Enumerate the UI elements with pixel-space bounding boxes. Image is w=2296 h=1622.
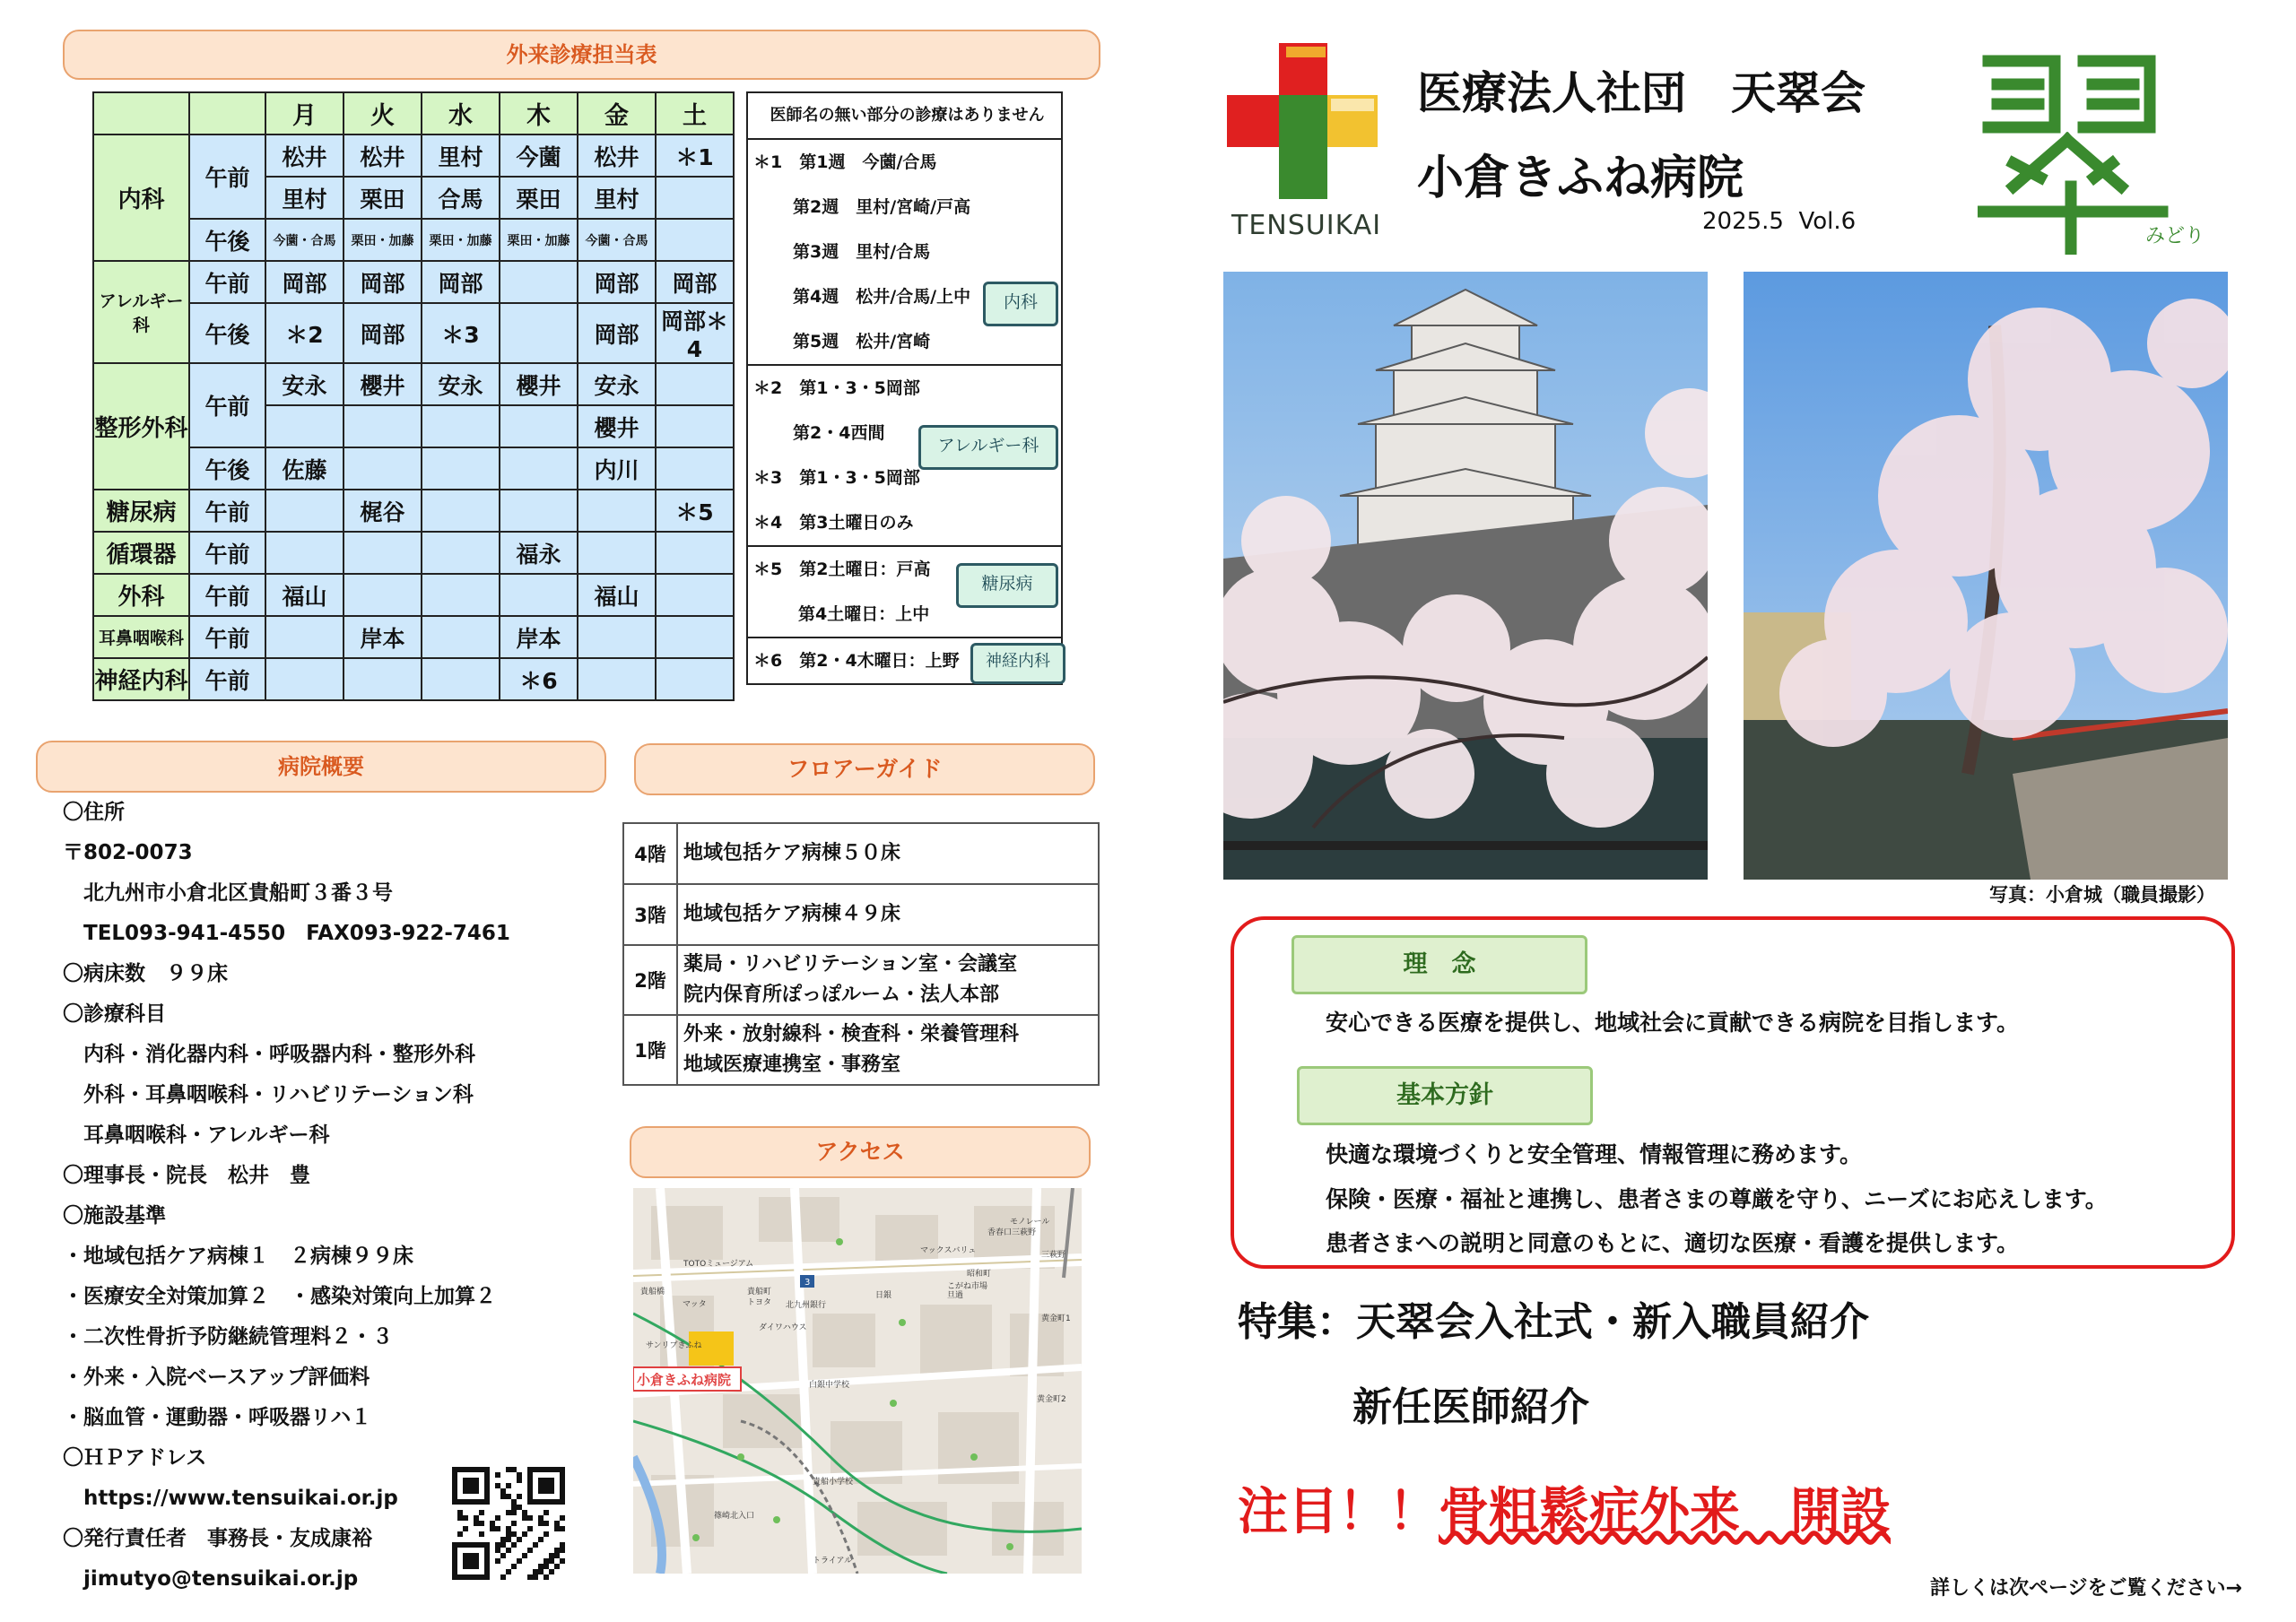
schedule-cell: 岡部 (344, 261, 422, 303)
feature-line-2: 新任医師紹介 (1352, 1384, 1589, 1430)
schedule-cell: 岡部 (578, 303, 656, 363)
schedule-cell: 櫻井 (500, 363, 578, 405)
schedule-cell (344, 532, 422, 574)
schedule-row (93, 303, 734, 363)
day-header: 木 (500, 92, 578, 134)
map-label: 三萩野 (1041, 1251, 1066, 1260)
schedule-cell: 櫻井 (578, 405, 656, 447)
floor-number: 4階 (623, 823, 677, 884)
map-label: マッタ (683, 1300, 707, 1309)
map-label: マックスバリュ (920, 1246, 977, 1255)
notes-diabetes (748, 545, 1061, 637)
floor-desc-line: 地域包括ケア病棟５０床 (683, 842, 901, 864)
schedule-cell (422, 490, 500, 532)
schedule-cell: 櫻井 (344, 363, 422, 405)
schedule-cell: 岡部 (344, 303, 422, 363)
map-label: 白銀中学校 (809, 1381, 850, 1390)
floor-table (622, 822, 1100, 1086)
dept-cell: 糖尿病 (93, 490, 189, 532)
floor-desc-line: 外来・放射線科・検査科・栄養管理科 (683, 1023, 1020, 1045)
note-line: 第2・4西間 (793, 423, 885, 443)
policy-item: 患者さまへの説明と同意のもとに、適切な医療・看護を提供します。 (1326, 1230, 2020, 1256)
map-label: こがね市場 (947, 1282, 988, 1291)
schedule-cell: 里村 (422, 134, 500, 177)
schedule-row (93, 532, 734, 574)
slot-cell: 午前 (189, 134, 265, 219)
schedule-cell (265, 616, 344, 658)
map-label: 旦過 (947, 1291, 964, 1300)
schedule-cell (265, 490, 344, 532)
notice-heading (1238, 1472, 1891, 1544)
day-header: 土 (656, 92, 734, 134)
slot-cell: 午前 (189, 490, 265, 532)
schedule-cell: 松井 (265, 134, 344, 177)
overview-line: ・地域包括ケア病棟１ ２病棟９９床 (63, 1245, 413, 1268)
overview-line: 〒802-0073 (63, 841, 193, 864)
schedule-cell (656, 658, 734, 700)
schedule-header-row (93, 92, 734, 134)
schedule-row (93, 574, 734, 616)
floor-row (623, 1015, 1099, 1085)
floor-desc (677, 1015, 1099, 1085)
floor-row (623, 945, 1099, 1015)
dept-cell: 整形外科 (93, 363, 189, 490)
qr-code-icon (452, 1467, 565, 1580)
schedule-corner (189, 92, 265, 134)
schedule-cell: 福山 (578, 574, 656, 616)
overview-line: TEL093-941-4550 FAX093-922-7461 (63, 922, 510, 945)
dept-cell: 外科 (93, 574, 189, 616)
overview-line: 〇診療科目 (63, 1002, 166, 1026)
schedule-cell: 岸本 (500, 616, 578, 658)
notes-internal (748, 138, 1061, 364)
floor-desc-line: 薬局・リハビリテーション室・会議室 (683, 953, 1018, 976)
schedule-cell: 栗田 (500, 177, 578, 219)
photo-caption: 写真：小倉城（職員撮影） (1989, 884, 2215, 906)
schedule-cell: 松井 (578, 134, 656, 177)
policy-title: 基本方針 (1297, 1066, 1593, 1125)
notes-allergy (748, 364, 1061, 545)
map-label: ダイワハウス (759, 1323, 807, 1332)
note-line: ＊2 第1・3・5岡部 (753, 378, 920, 398)
day-header: 火 (344, 92, 422, 134)
note-line: ＊1 第1週 今薗/合馬 (753, 152, 937, 172)
schedule-cell (656, 405, 734, 447)
map-label: 篠崎北入口 (714, 1512, 755, 1521)
map-label: サンリブきふね (646, 1341, 702, 1350)
dept-cell: 循環器 (93, 532, 189, 574)
schedule-cell (422, 616, 500, 658)
brand-name: TENSUIKAI (1231, 210, 1382, 241)
hospital-name: 小倉きふね病院 (1417, 152, 1744, 205)
map-label: 黄金町1 (1041, 1314, 1071, 1323)
schedule-cell: 栗田・加藤 (500, 219, 578, 261)
schedule-cell (656, 363, 734, 405)
schedule-cell: 栗田・加藤 (344, 219, 422, 261)
schedule-cell: 岡部 (265, 261, 344, 303)
schedule-cell (500, 490, 578, 532)
dept-cell: アレルギー科 (93, 261, 189, 363)
schedule-cell: 内川 (578, 447, 656, 490)
schedule-cell (578, 616, 656, 658)
dept-cell: 神経内科 (93, 658, 189, 700)
schedule-cell (265, 532, 344, 574)
overview-line: ・二次性骨折予防継続管理料２・３ (63, 1325, 393, 1349)
feature-line-1: 特集：天翠会入社式・新入職員紹介 (1238, 1299, 1869, 1345)
schedule-cell: 岸本 (344, 616, 422, 658)
schedule-cell: 今薗 (500, 134, 578, 177)
schedule-cell (656, 574, 734, 616)
slot-cell: 午前 (189, 363, 265, 447)
schedule-cell (578, 532, 656, 574)
schedule-cell: 岡部＊4 (656, 303, 734, 363)
overview-line: 〇ＨＰアドレス (63, 1446, 207, 1470)
note-line: 第4週 松井/合馬/上中 (793, 287, 971, 307)
schedule-cell (422, 405, 500, 447)
schedule-cell (500, 261, 578, 303)
slot-cell: 午前 (189, 532, 265, 574)
schedule-cell (656, 219, 734, 261)
map-label: トヨタ (747, 1298, 772, 1307)
map-label: モノレール (1010, 1218, 1050, 1227)
schedule-cell: 佐藤 (265, 447, 344, 490)
tensuikai-cross-logo-icon (1227, 43, 1378, 201)
org-name: 医療法人社団 天翠会 (1417, 67, 1866, 119)
schedule-cell: 安永 (578, 363, 656, 405)
map-label: トライアル (813, 1557, 853, 1566)
access-map (633, 1188, 1082, 1574)
overview-line: 〇病床数 ９９床 (63, 962, 228, 985)
schedule-cell: 栗田 (344, 177, 422, 219)
slot-cell: 午前 (189, 658, 265, 700)
overview-line: 内科・消化器内科・呼吸器内科・整形外科 (63, 1043, 475, 1066)
schedule-row (93, 134, 734, 177)
schedule-cell (500, 303, 578, 363)
slot-cell: 午後 (189, 303, 265, 363)
note-line: 第4土曜日：上中 (798, 604, 930, 624)
overview-line: 〇理事長・院長 松井 豊 (63, 1164, 310, 1187)
tag-allergy: アレルギー科 (918, 425, 1058, 470)
schedule-cell (500, 447, 578, 490)
map-label: 香春口三萩野 (987, 1228, 1037, 1237)
floor-number: 1階 (623, 1015, 677, 1085)
schedule-row (93, 363, 734, 405)
map-label: 日銀 (875, 1291, 892, 1300)
schedule-row (93, 447, 734, 490)
map-label: 北九州銀行 (786, 1301, 827, 1310)
floor-desc-line: 地域包括ケア病棟４９床 (683, 903, 901, 925)
schedule-cell: 今薗・合馬 (578, 219, 656, 261)
schedule-cell (500, 574, 578, 616)
overview-line: ・脳血管・運動器・呼吸器リハ１ (63, 1406, 372, 1429)
schedule-row (93, 261, 734, 303)
schedule-cell: ＊2 (265, 303, 344, 363)
schedule-notes (746, 91, 1063, 685)
notes-header: 医師名の無い部分の診療はありません (770, 106, 1045, 125)
schedule-cell: 今薗・合馬 (265, 219, 344, 261)
next-page-note: 詳しくは次ページをご覧ください→ (1930, 1577, 2242, 1600)
schedule-title: 外来診療担当表 (63, 30, 1100, 80)
note-line: 第3週 里村/合馬 (793, 242, 931, 262)
philosophy-title: 理 念 (1292, 935, 1587, 994)
overview-line: jimutyo@tensuikai.or.jp (63, 1567, 359, 1591)
tag-neuro: 神経内科 (970, 643, 1065, 684)
schedule-cell: 岡部 (422, 261, 500, 303)
schedule-cell: ＊1 (656, 134, 734, 177)
overview-line: 耳鼻咽喉科・アレルギー科 (63, 1123, 330, 1147)
overview-line: 北九州市小倉北区貴船町３番３号 (63, 881, 393, 905)
tag-internal: 内科 (983, 282, 1058, 326)
issue-number: 2025.5 Vol.6 (1702, 208, 1857, 235)
slot-cell: 午後 (189, 447, 265, 490)
floor-row (623, 823, 1099, 884)
schedule-cell: 福永 (500, 532, 578, 574)
schedule-cell: 安永 (265, 363, 344, 405)
dept-cell: 耳鼻咽喉科 (93, 616, 189, 658)
map-label: 貴船橋 (640, 1288, 665, 1297)
schedule-cell (422, 447, 500, 490)
day-header: 水 (422, 92, 500, 134)
dept-cell: 内科 (93, 134, 189, 261)
schedule-table (92, 91, 735, 701)
floor-row (623, 884, 1099, 945)
schedule-row (93, 219, 734, 261)
overview-line: 外科・耳鼻咽喉科・リハビリテーション科 (63, 1083, 474, 1106)
policy-item: 保険・医療・福祉と連携し、患者さまの尊厳を守り、ニーズにお応えします。 (1326, 1186, 2108, 1212)
schedule-cell (656, 177, 734, 219)
slot-cell: 午前 (189, 574, 265, 616)
schedule-cell: 岡部 (578, 261, 656, 303)
overview-title: 病院概要 (36, 741, 606, 793)
schedule-cell: 合馬 (422, 177, 500, 219)
floor-guide-title: フロアーガイド (634, 743, 1095, 795)
schedule-cell (422, 574, 500, 616)
overview-line: ・外来・入院ベースアップ評価料 (63, 1366, 370, 1389)
schedule-cell (265, 405, 344, 447)
castle-photo (1223, 272, 1708, 880)
overview-line: 〇発行責任者 事務長・友成康裕 (63, 1527, 372, 1550)
schedule-cell: 福山 (265, 574, 344, 616)
slot-cell: 午後 (189, 219, 265, 261)
schedule-cell: 安永 (422, 363, 500, 405)
schedule-cell (344, 574, 422, 616)
floor-desc-line: 地域医療連携室・事務室 (683, 1054, 901, 1076)
day-header: 月 (265, 92, 344, 134)
schedule-cell (344, 405, 422, 447)
schedule-corner (93, 92, 189, 134)
schedule-cell (578, 490, 656, 532)
schedule-cell (344, 658, 422, 700)
slot-cell: 午前 (189, 261, 265, 303)
notice-prefix: 注目！！ (1238, 1483, 1439, 1541)
overview-line: https://www.tensuikai.or.jp (63, 1487, 398, 1510)
day-header: 金 (578, 92, 656, 134)
note-line: ＊6 第2・4木曜日：上野 (753, 651, 960, 671)
schedule-cell: 岡部 (656, 261, 734, 303)
tag-diabetes: 糖尿病 (956, 563, 1058, 608)
philosophy-text: 安心できる医療を提供し、地域社会に貢献できる病院を目指します。 (1326, 1010, 2020, 1036)
schedule-cell: ＊6 (500, 658, 578, 700)
floor-number: 2階 (623, 945, 677, 1015)
floor-desc (677, 945, 1099, 1015)
note-line: 第2週 里村/宮崎/戸高 (793, 197, 971, 217)
schedule-cell: 松井 (344, 134, 422, 177)
schedule-cell: ＊3 (422, 303, 500, 363)
schedule-row (93, 658, 734, 700)
slot-cell: 午前 (189, 616, 265, 658)
floor-desc (677, 884, 1099, 945)
map-route-label: 3 (804, 1278, 811, 1288)
overview-line: ・医療安全対策加算２ ・感染対策向上加算２ (63, 1285, 496, 1308)
schedule-cell (656, 532, 734, 574)
note-line: ＊4 第3土曜日のみ (753, 513, 914, 533)
logo-reading: みどり (2145, 225, 2205, 247)
map-label: TOTOミュージアム (683, 1260, 754, 1269)
schedule-cell: ＊5 (656, 490, 734, 532)
floor-desc (677, 823, 1099, 884)
schedule-cell (500, 405, 578, 447)
schedule-cell (656, 447, 734, 490)
schedule-cell: 梶谷 (344, 490, 422, 532)
schedule-cell: 栗田・加藤 (422, 219, 500, 261)
map-hospital-label: 小倉きふね病院 (637, 1372, 732, 1388)
schedule-cell (422, 658, 500, 700)
schedule-cell (578, 658, 656, 700)
schedule-cell (422, 532, 500, 574)
schedule-cell (656, 616, 734, 658)
overview-line: 〇住所 (63, 801, 125, 824)
overview-line: 〇施設基準 (63, 1204, 166, 1227)
schedule-row (93, 490, 734, 532)
note-line: 第5週 松井/宮崎 (793, 332, 931, 351)
policy-item: 快適な環境づくりと安全管理、情報管理に務めます。 (1326, 1141, 1863, 1167)
map-label: 昭和町 (967, 1270, 992, 1279)
schedule-cell (344, 447, 422, 490)
note-line: ＊5 第2土曜日：戸高 (753, 559, 931, 579)
moat-photo (1744, 272, 2228, 880)
map-label: 貴船小学校 (813, 1478, 854, 1487)
notes-neuro (748, 637, 1061, 683)
map-label: 貴船町 (747, 1288, 772, 1297)
schedule-cell: 里村 (578, 177, 656, 219)
schedule-row (93, 616, 734, 658)
access-title: アクセス (630, 1126, 1091, 1178)
schedule-cell: 里村 (265, 177, 344, 219)
floor-number: 3階 (623, 884, 677, 945)
map-label: 黄金町2 (1037, 1395, 1066, 1404)
note-line: ＊3 第1・3・5岡部 (753, 468, 920, 488)
notice-main: 骨粗鬆症外来 開設 (1439, 1483, 1891, 1541)
schedule-cell (265, 658, 344, 700)
floor-desc-line: 院内保育所ぽっぽルーム・法人本部 (683, 984, 1000, 1006)
